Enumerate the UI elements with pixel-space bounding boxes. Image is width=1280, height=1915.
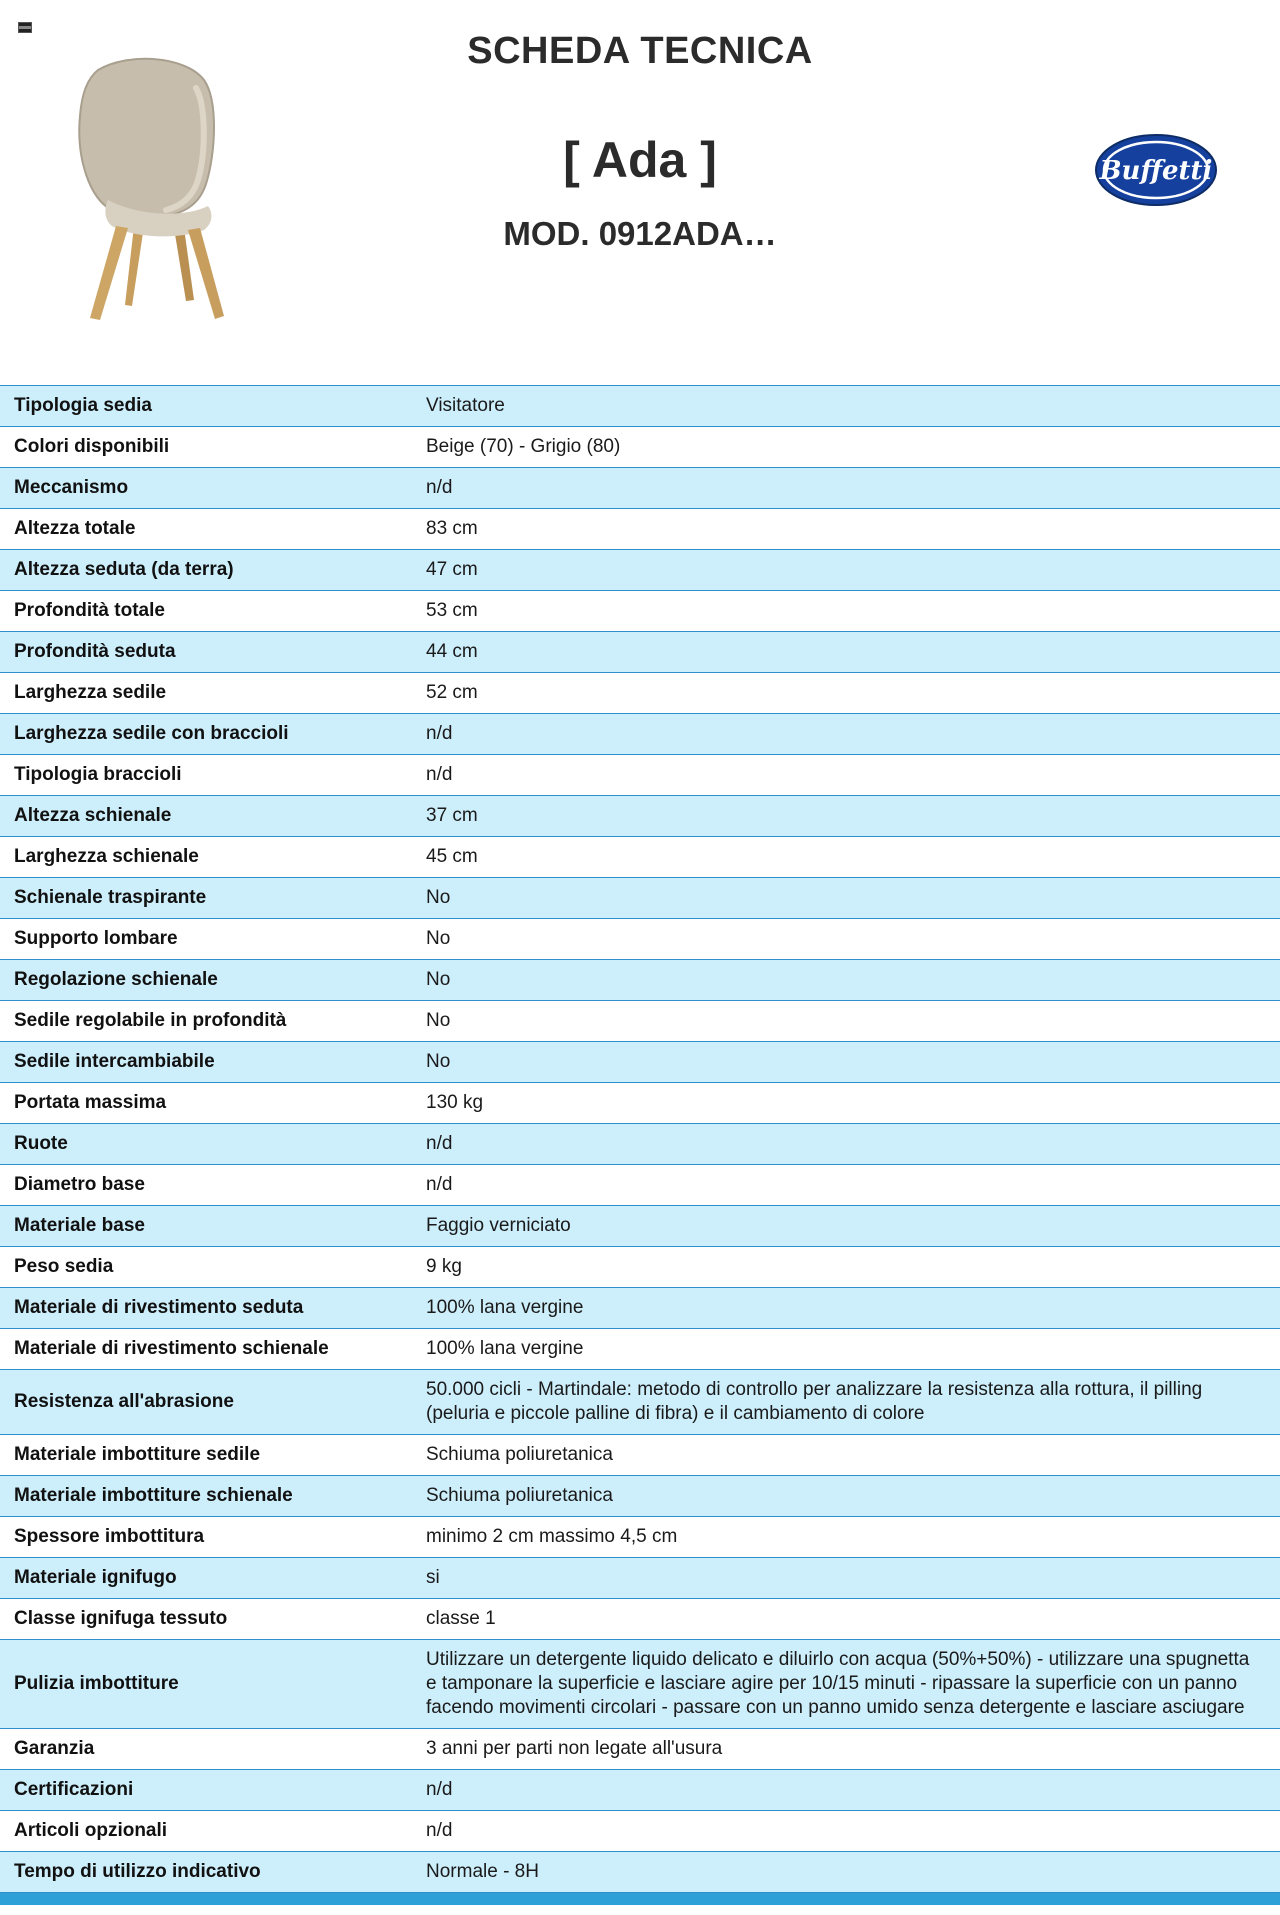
spec-row [0,1476,1280,1517]
spec-row [0,386,1280,427]
product-name: [ Ada ] [563,132,717,188]
spec-value: n/d [426,1820,453,1841]
spec-label: Certificazioni [14,1779,134,1800]
spec-value: Normale - 8H [426,1861,539,1882]
spec-row [0,1811,1280,1852]
spec-row [0,714,1280,755]
spec-label: Classe ignifuga tessuto [14,1608,228,1629]
footer-bar [0,1893,1280,1905]
spec-label: Meccanismo [14,477,129,498]
spec-row [0,1435,1280,1476]
spec-value: 44 cm [426,641,478,662]
spec-row [0,1124,1280,1165]
spec-label: Materiale di rivestimento schienale [14,1338,329,1359]
spec-value: 130 kg [426,1092,484,1113]
spec-row [0,1599,1280,1640]
spec-label: Spessore imbottitura [14,1526,205,1547]
spec-value: 9 kg [426,1256,462,1277]
spec-label: Altezza totale [14,518,136,539]
spec-value: Schiuma poliuretanica [426,1444,613,1465]
spec-label: Materiale imbottiture sedile [14,1444,261,1465]
spec-label: Sedile regolabile in profondità [14,1010,287,1031]
spec-row [0,1001,1280,1042]
spec-value: Faggio verniciato [426,1215,571,1236]
spec-row [0,919,1280,960]
spec-row [0,1329,1280,1370]
spec-row [0,1852,1280,1893]
spec-value: No [426,1010,451,1031]
spec-value: classe 1 [426,1608,496,1629]
spec-value: No [426,969,451,990]
spec-row [0,1083,1280,1124]
spec-label: Peso sedia [14,1256,114,1277]
spec-value: n/d [426,1174,453,1195]
spec-label: Materiale ignifugo [14,1567,177,1588]
spec-label: Materiale di rivestimento seduta [14,1297,304,1318]
spec-label: Altezza seduta (da terra) [14,559,234,580]
spec-label: Supporto lombare [14,928,178,949]
spec-value: 47 cm [426,559,478,580]
spec-row [0,550,1280,591]
buffetti-logo-icon [1092,130,1220,210]
spec-value: n/d [426,477,453,498]
model-number: MOD. 0912ADA… [503,215,777,252]
header [0,0,1280,385]
spec-label: Tipologia braccioli [14,764,182,785]
spec-label: Tempo di utilizzo indicativo [14,1861,261,1882]
spec-row [0,796,1280,837]
spec-row [0,837,1280,878]
spec-row [0,960,1280,1001]
spec-row [0,1770,1280,1811]
spec-row [0,1247,1280,1288]
spec-row [0,1042,1280,1083]
spec-label: Tipologia sedia [14,395,152,416]
spec-value: si [426,1567,440,1588]
spec-value: 100% lana vergine [426,1338,584,1359]
spec-row [0,878,1280,919]
spec-row [0,591,1280,632]
spec-value: n/d [426,764,453,785]
spec-value: n/d [426,1779,453,1800]
spec-label: Materiale imbottiture schienale [14,1485,293,1506]
spec-label: Larghezza sedile con braccioli [14,723,289,744]
spec-value: Visitatore [426,395,505,416]
spec-label: Garanzia [14,1738,95,1759]
spec-label: Altezza schienale [14,805,172,826]
spec-label: Larghezza schienale [14,846,199,867]
spec-table [0,385,1280,1893]
spec-label: Schienale traspirante [14,887,207,908]
spec-row [0,1370,1280,1435]
spec-value: 52 cm [426,682,478,703]
spec-value: minimo 2 cm massimo 4,5 cm [426,1526,678,1547]
spec-label: Diametro base [14,1174,145,1195]
spec-row [0,755,1280,796]
spec-label: Resistenza all'abrasione [14,1391,234,1412]
spec-row [0,673,1280,714]
spec-row [0,427,1280,468]
spec-label: Sedile intercambiabile [14,1051,215,1072]
spec-value: 83 cm [426,518,478,539]
spec-value: 100% lana vergine [426,1297,584,1318]
spec-value: 53 cm [426,600,478,621]
spec-value: 3 anni per parti non legate all'usura [426,1738,723,1759]
spec-label: Profondità totale [14,600,165,621]
spec-label: Larghezza sedile [14,682,167,703]
spec-row [0,632,1280,673]
spec-value: 45 cm [426,846,478,867]
spec-row [0,468,1280,509]
spec-row [0,1640,1280,1729]
spec-row [0,1288,1280,1329]
spec-value: 50.000 cicli - Martindale: metodo di controllo per analizzare la resistenza alla rottura, il pilling (peluria e piccole palline di fibra) e il cambiamento di colore [426,1379,1203,1424]
spec-label: Pulizia imbottiture [14,1673,179,1694]
spec-label: Portata massima [14,1092,167,1113]
spec-label: Regolazione schienale [14,969,218,990]
spec-row [0,1165,1280,1206]
spec-value: n/d [426,1133,453,1154]
title-block [0,30,1280,253]
spec-label: Materiale base [14,1215,145,1236]
spec-value: Beige (70) - Grigio (80) [426,436,621,457]
spec-value: No [426,928,451,949]
spec-value: Utilizzare un detergente liquido delicato e diluirlo con acqua (50%+50%) - utilizzare una spugnetta e tamponare la superficie e lasciare agire per 10/15 minuti - ripassare la superficie con un panno facendo movimenti circolari - passare con un panno umido senza detergente e lasciare asciugare [426,1649,1250,1718]
spec-row [0,1206,1280,1247]
spec-value: 37 cm [426,805,478,826]
spec-value: Schiuma poliuretanica [426,1485,613,1506]
spec-row [0,1558,1280,1599]
spec-label: Articoli opzionali [14,1820,168,1841]
spec-label: Profondità seduta [14,641,176,662]
spec-value: No [426,1051,451,1072]
spec-label: Ruote [14,1133,68,1154]
doc-title: SCHEDA TECNICA [467,30,813,72]
spec-row [0,509,1280,550]
spec-value: No [426,887,451,908]
spec-value: n/d [426,723,453,744]
spec-label: Colori disponibili [14,436,170,457]
spec-row [0,1729,1280,1770]
logo-text: Buffetti [1099,156,1213,186]
spec-row [0,1517,1280,1558]
